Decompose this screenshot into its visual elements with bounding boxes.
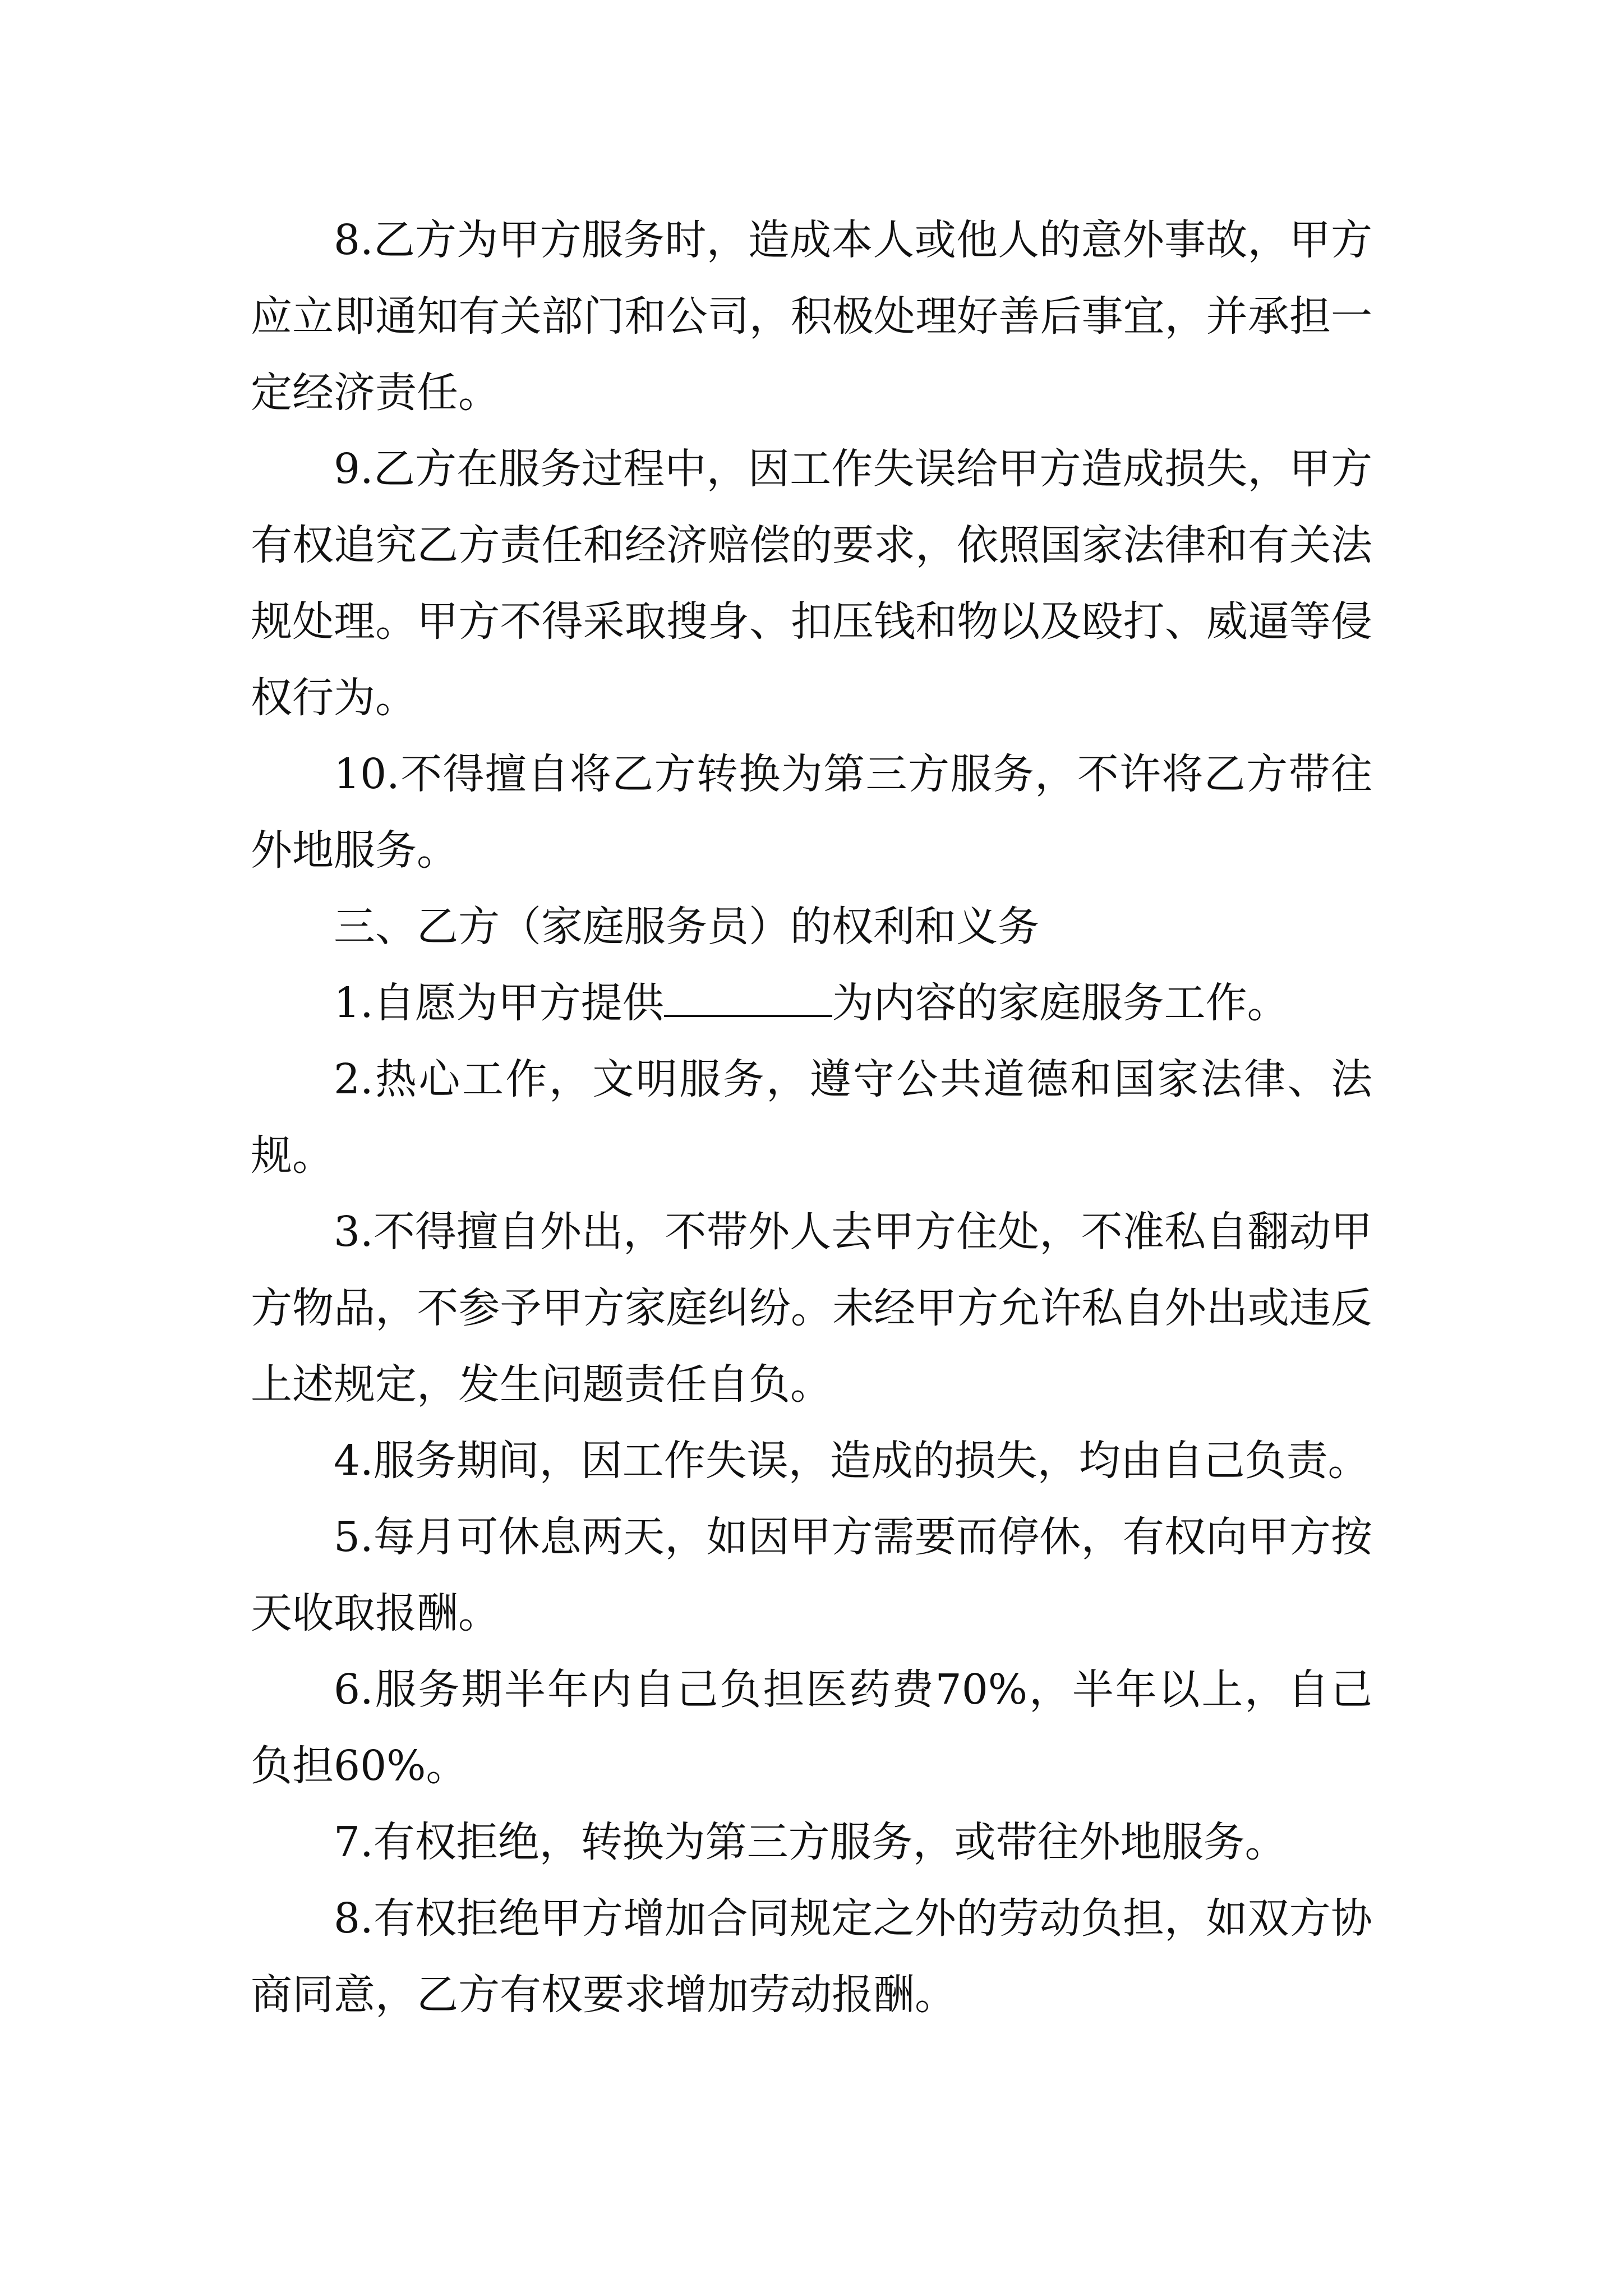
clause-text-after-blank: 为内容的家庭服务工作。 [832,979,1289,1027]
clause-paragraph-6-medical-fees: 6.服务期半年内自己负担医药费70%，半年以上，自己负担60%。 [251,1665,1372,1790]
clause-text-before-blank: 1.自愿为甲方提供 [334,979,664,1027]
clause-paragraph-1-service-content [251,965,1372,1041]
clause-paragraph-2-civil-service: 2.热心工作，文明服务，遵守公共道德和国家法律、法规。 [251,1055,1372,1180]
clause-paragraph-7-right-to-refuse: 7.有权拒绝，转换为第三方服务，或带往外地服务。 [334,1818,1287,1866]
section-heading-party-b-rights: 三、乙方（家庭服务员）的权利和义务 [334,903,1039,951]
clause-paragraph-10-no-transfer: 10.不得擅自将乙方转换为第三方服务，不许将乙方带往外地服务。 [251,750,1372,875]
clause-paragraph-3-no-going-out: 3.不得擅自外出，不带外人去甲方住处，不准私自翻动甲方物品，不参予甲方家庭纠纷。未经甲方允许私自外出或违反上述规定，发生问题责任自负。 [251,1208,1372,1409]
fill-in-blank-line[interactable] [664,976,832,1017]
clause-paragraph-8-extra-labor: 8.有权拒绝甲方增加合同规定之外的劳动负担，如双方协商同意，乙方有权要求增加劳动报酬。 [251,1894,1372,2019]
clause-paragraph-9-work-error-loss: 9.乙方在服务过程中，因工作失误给甲方造成损失，甲方有权追究乙方责任和经济赔偿的要求，依照国家法律和有关法规处理。甲方不得采取搜身、扣压钱和物以及殴打、威逼等侵权行为。 [251,445,1372,722]
clause-paragraph-4-own-loss: 4.服务期间，因工作失误，造成的损失，均由自己负责。 [334,1437,1370,1485]
clause-paragraph-5-rest-days: 5.每月可休息两天，如因甲方需要而停休，有权向甲方按天收取报酬。 [251,1513,1372,1637]
document-page [251,202,1372,2033]
clause-paragraph-8-party-b-accident: 8.乙方为甲方服务时，造成本人或他人的意外事故，甲方应立即通知有关部门和公司，积极处理好善后事宜，并承担一定经济责任。 [251,216,1372,417]
